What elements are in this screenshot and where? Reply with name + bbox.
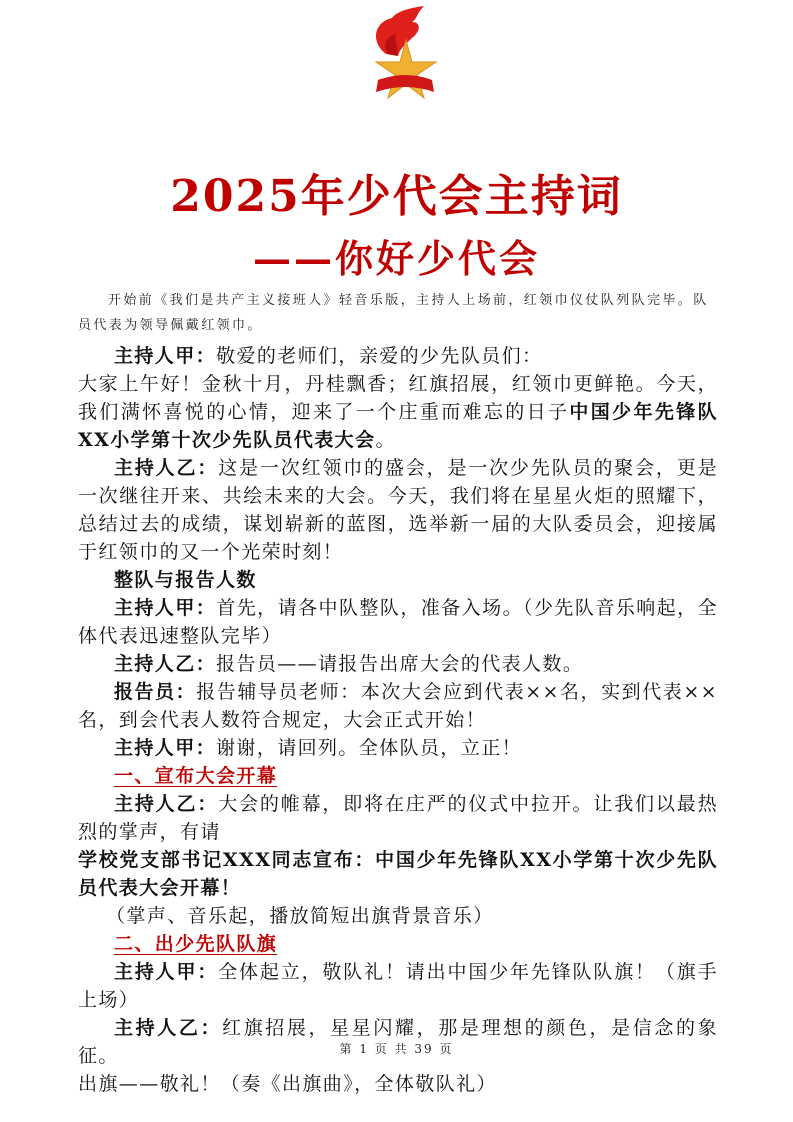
bold-text: 主持人甲： (114, 961, 219, 983)
text: 大会的帷幕，即将在庄严的仪式中拉开。让我们以最热烈的掌声，有请 (78, 793, 718, 843)
text: 报告员——请报告出席大会的代表人数。 (216, 653, 584, 675)
page-number: 第 1 页 共 39 页 (339, 1042, 454, 1056)
bold-text: 整队与报告人数 (114, 569, 257, 591)
paragraph (78, 790, 718, 846)
section-heading: 二、出少先队队旗 (114, 933, 278, 955)
paragraph (78, 930, 718, 958)
paragraph (78, 678, 718, 734)
bold-text: 主持人甲： (114, 737, 217, 759)
text: 谢谢，请回列。全体队员，立正！ (216, 737, 523, 759)
young-pioneers-emblem-icon (366, 4, 442, 102)
bold-text: 主持人甲： (114, 597, 217, 619)
paragraph (78, 734, 718, 762)
paragraph (78, 762, 718, 790)
bold-text: 报告员： (114, 681, 197, 703)
text: 首先，请各中队整队，准备入场。（少先队音乐响起，全体代表迅速整队完毕） (78, 597, 718, 647)
text: 这是一次红领巾的盛会，是一次少先队员的聚会，更是一次继往开来、共绘未来的大会。今天，我们将在星星火炬的照耀下，总结过去的成绩，谋划崭新的蓝图，选举新一届的大队委员会，迎接属于红领巾的又一个光荣时刻！ (78, 457, 718, 563)
document-title: 2025年少代会主持词 (170, 171, 623, 222)
text: 全体起立，敬队礼！请出中国少年先锋队队旗！（旗手上场） (78, 961, 718, 1011)
text: （掌声、音乐起，播放简短出旗背景音乐） (106, 905, 494, 927)
paragraph (78, 370, 718, 454)
document-body (78, 288, 718, 1098)
paragraph (78, 566, 718, 594)
paragraph (78, 1070, 718, 1098)
text: 敬爱的老师们，亲爱的少先队员们： (216, 345, 543, 367)
script-paragraphs (78, 342, 718, 1098)
text: 。 (375, 429, 396, 451)
bold-text: 中国少年先锋队XX小学第十次少先队员代表大会 (78, 401, 718, 451)
paragraph (78, 958, 718, 1014)
bold-text: 主持人乙： (114, 457, 219, 479)
bold-text: 主持人乙： (114, 653, 217, 675)
bold-text: 学校党支部书记XXX同志宣布：中国少年先锋队XX小学第十次少先队员代表大会开幕！ (78, 849, 718, 899)
paragraph (78, 902, 718, 930)
paragraph (78, 342, 718, 370)
paragraph (78, 454, 718, 566)
paragraph (78, 650, 718, 678)
document-subtitle: ——你好少代会 (252, 236, 540, 281)
bold-text: 主持人甲： (114, 345, 217, 367)
bold-text: 主持人乙： (114, 1017, 223, 1039)
text: 红旗招展，星星闪耀，那是理想的颜色，是信念的象征。 (78, 1017, 718, 1067)
bold-text: 主持人乙： (114, 793, 219, 815)
text: 报告辅导员老师：本次大会应到代表××名，实到代表××名，到会代表人数符合规定，大会正式开始！ (78, 681, 718, 731)
intro-note: 开始前《我们是共产主义接班人》轻音乐版，主持人上场前，红领巾仪仗队列队完毕。队员代表为领导佩戴红领巾。 (78, 293, 709, 333)
paragraph (78, 594, 718, 650)
paragraph (78, 846, 718, 902)
section-heading: 一、宣布大会开幕 (114, 765, 278, 787)
text: 出旗——敬礼！（奏《出旗曲》，全体敬队礼） (78, 1073, 497, 1095)
text: 大家上午好！金秋十月，丹桂飘香；红旗招展，红领巾更鲜艳。今天，我们满怀喜悦的心情，迎来了一个庄重而难忘的日子 (78, 373, 718, 423)
